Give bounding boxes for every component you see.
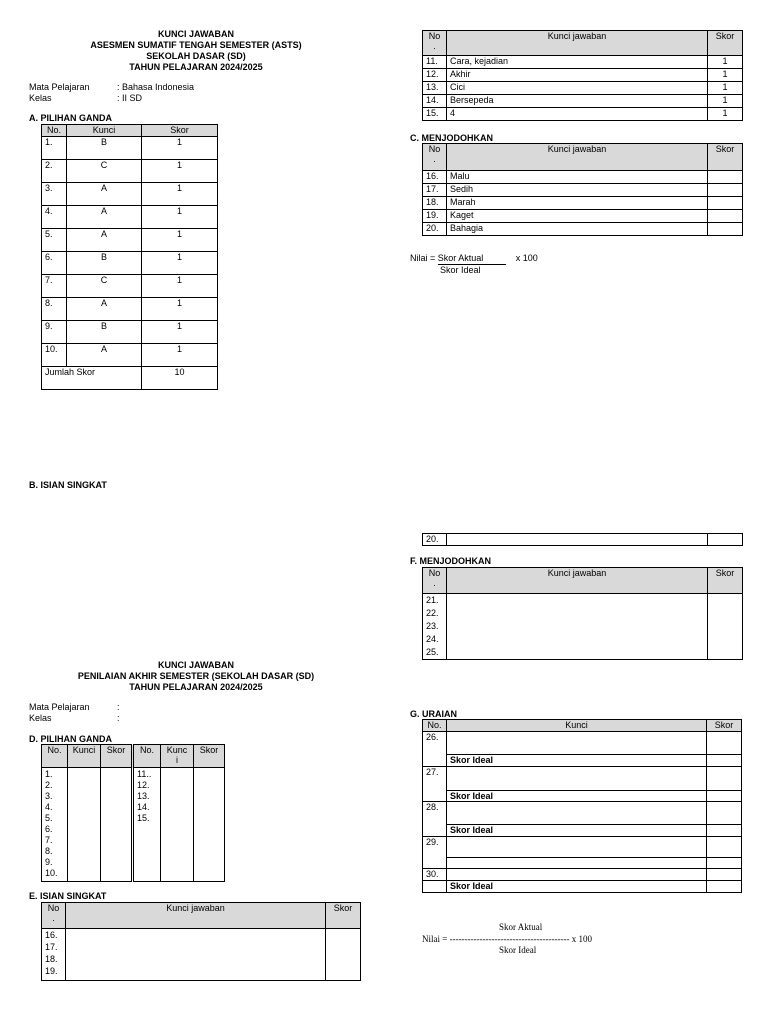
table-row [42, 274, 218, 297]
skor-ideal-label: Skor Ideal [447, 754, 707, 766]
cell-empty [423, 825, 447, 837]
col-header: Kunci [67, 125, 142, 137]
page1-title-line: SEKOLAH DASAR (SD) [146, 51, 246, 61]
cell-empty [423, 881, 447, 893]
table-pilihan-ganda-2 [41, 744, 225, 882]
cell-kunci [161, 768, 194, 882]
cell-kunci [447, 802, 707, 825]
cell-empty [423, 790, 447, 802]
cell-no: 11. [423, 56, 447, 69]
right-number-list [133, 768, 161, 882]
kelas-value: : II SD [117, 93, 143, 103]
total-value: 10 [142, 366, 218, 389]
cell-skor [708, 210, 743, 223]
cell-kunci [447, 594, 708, 660]
cell-no: 20. [423, 223, 447, 236]
cell-kunci: B [67, 136, 142, 159]
row-number: 3. [45, 791, 53, 801]
skor-ideal-row [423, 881, 742, 893]
nilai-numerator: Skor Aktual [438, 253, 506, 265]
page1-title-line: TAHUN PELAJARAN 2024/2025 [129, 62, 263, 72]
cell-skor [707, 837, 742, 858]
cell-no: 5. [42, 228, 67, 251]
cell-skor [707, 858, 742, 869]
row-number: 16. [45, 930, 58, 940]
cell-skor [707, 766, 742, 790]
nilai-prefix: Nilai = [410, 253, 438, 263]
col-header: No. [423, 720, 447, 732]
cell-skor [707, 825, 742, 837]
cell-kunci [447, 869, 707, 881]
cell-kunci: Akhir [447, 69, 708, 82]
cell-kunci: A [67, 205, 142, 228]
row-number: 12. [137, 780, 150, 790]
col-header: Kunci [68, 745, 101, 768]
cell-skor: 1 [142, 205, 218, 228]
row-number: 4. [45, 802, 53, 812]
table-row [423, 766, 742, 790]
col-header: No . [423, 31, 447, 56]
mapel-value: : Bahasa Indonesia [117, 82, 195, 92]
row-number: 5. [45, 813, 53, 823]
cell-no: 26. [423, 731, 447, 754]
cell-skor [707, 731, 742, 754]
col-header: No. [133, 745, 161, 768]
cell-kunci: C [67, 274, 142, 297]
col-header: Kunc i [161, 745, 194, 768]
nilai-denominator: Skor Ideal [440, 265, 481, 275]
row-number: 2. [45, 780, 53, 790]
table-row [423, 184, 743, 197]
cell-no: 16. [423, 171, 447, 184]
skor-ideal-label: Skor Ideal [447, 825, 707, 837]
cell-no: 20. [423, 534, 447, 546]
cell-no-list [423, 594, 447, 660]
col-header: Kunci jawaban [447, 31, 708, 56]
table-row [423, 197, 743, 210]
table-row [42, 182, 218, 205]
cell-kunci [447, 731, 707, 754]
cell-no: 30. [423, 869, 447, 881]
cell-skor [101, 768, 133, 882]
cell-skor [708, 223, 743, 236]
table-menjodohkan-2 [422, 567, 743, 660]
skor-ideal-label: Skor Ideal [447, 790, 707, 802]
table-row [42, 228, 218, 251]
kelas-value-2: : [117, 713, 120, 723]
formula-line: Nilai = ---------------------------------------- x 100 [422, 934, 592, 944]
row-number: 7. [45, 835, 53, 845]
cell-skor: 1 [142, 251, 218, 274]
table-row [423, 69, 743, 82]
row-number: 22. [426, 608, 439, 618]
col-header: Kunci jawaban [447, 568, 708, 594]
cell-no: 29. [423, 837, 447, 858]
cell-skor: 1 [708, 108, 743, 121]
cell-kunci: Cara, kejadian [447, 56, 708, 69]
cell-kunci [66, 929, 326, 981]
cell-empty [423, 754, 447, 766]
cell-kunci: A [67, 182, 142, 205]
table-pilihan-ganda [41, 124, 218, 390]
section-b-heading: B. ISIAN SINGKAT [29, 480, 107, 490]
table-isian-singkat [422, 30, 743, 121]
table-row [42, 251, 218, 274]
col-header: No. [42, 745, 68, 768]
table-body-row [42, 929, 361, 981]
table-body-row [42, 768, 225, 882]
row-number: 13. [137, 791, 150, 801]
cell-skor: 1 [708, 69, 743, 82]
cell-kunci: Marah [447, 197, 708, 210]
page1-title-line: KUNCI JAWABAN [157, 29, 234, 39]
cell-empty [423, 858, 447, 869]
cell-no: 12. [423, 69, 447, 82]
cell-skor: 1 [708, 82, 743, 95]
table-uraian [422, 719, 742, 893]
mapel-label: Mata Pelajaran [29, 82, 90, 92]
nilai-formula [410, 253, 538, 265]
col-header: Kunci jawaban [447, 144, 708, 171]
section-e-heading: E. ISIAN SINGKAT [29, 891, 107, 901]
mapel-label-2: Mata Pelajaran [29, 702, 90, 712]
cell-kunci: Sedih [447, 184, 708, 197]
cell-skor [707, 802, 742, 825]
table-row [423, 95, 743, 108]
row-number: 6. [45, 824, 53, 834]
cell-no: 19. [423, 210, 447, 223]
row-number: 14. [137, 802, 150, 812]
table-row [42, 205, 218, 228]
col-header: Skor [708, 568, 743, 594]
cell-skor [708, 197, 743, 210]
skor-ideal-row [423, 825, 742, 837]
cell-kunci [447, 858, 707, 869]
cell-kunci: B [67, 251, 142, 274]
cell-kunci: A [67, 228, 142, 251]
cell-kunci: Bersepeda [447, 95, 708, 108]
row-number: 19. [45, 966, 58, 976]
row-number: 23. [426, 621, 439, 631]
page2-title-line: TAHUN PELAJARAN 2024/2025 [129, 682, 263, 692]
cell-skor: 1 [142, 159, 218, 182]
table-isian-singkat-2 [41, 902, 361, 981]
cell-no: 9. [42, 320, 67, 343]
table-row [423, 223, 743, 236]
cell-kunci: 4 [447, 108, 708, 121]
page2-title-block [0, 660, 392, 693]
cell-no: 27. [423, 766, 447, 790]
cell-skor [707, 869, 742, 881]
cell-skor [708, 534, 743, 546]
row-number: 1. [45, 769, 53, 779]
page1-title-block [0, 29, 392, 73]
table-row [423, 731, 742, 754]
table-menjodohkan [422, 143, 743, 236]
total-label: Jumlah Skor [42, 366, 142, 389]
table-row [423, 594, 743, 660]
page1-title-line: ASESMEN SUMATIF TENGAH SEMESTER (ASTS) [90, 40, 302, 50]
col-header: Skor [708, 144, 743, 171]
cell-skor [708, 594, 743, 660]
cell-no: 7. [42, 274, 67, 297]
row-number: 25. [426, 647, 439, 657]
cell-skor [708, 184, 743, 197]
cell-skor [707, 881, 742, 893]
table-row [423, 171, 743, 184]
row-number: 18. [45, 954, 58, 964]
cell-no: 13. [423, 82, 447, 95]
skor-ideal-row [423, 790, 742, 802]
cell-no: 3. [42, 182, 67, 205]
cell-no: 10. [42, 343, 67, 366]
cell-kunci: A [67, 343, 142, 366]
col-header: Skor [707, 720, 742, 732]
total-row [42, 366, 218, 389]
table-row [423, 869, 742, 881]
cell-kunci: B [67, 320, 142, 343]
cell-no: 6. [42, 251, 67, 274]
row-number: 21. [426, 595, 439, 605]
row-number: 8. [45, 846, 53, 856]
section-c-heading: C. MENJODOHKAN [410, 133, 494, 143]
col-header: Kunci [447, 720, 707, 732]
table-row [42, 297, 218, 320]
row-number: 24. [426, 634, 439, 644]
cell-skor: 1 [708, 95, 743, 108]
cell-skor: 1 [142, 274, 218, 297]
kelas-label: Kelas [29, 93, 52, 103]
table-row [423, 802, 742, 825]
skor-ideal-label: Skor Ideal [447, 881, 707, 893]
formula-denominator: Skor Ideal [499, 945, 537, 955]
col-header: No . [42, 903, 66, 929]
cell-skor [707, 754, 742, 766]
col-header: No . [423, 144, 447, 171]
cell-skor [194, 768, 225, 882]
cell-kunci: C [67, 159, 142, 182]
cell-skor [326, 929, 361, 981]
kelas-label-2: Kelas [29, 713, 52, 723]
col-header: Skor [708, 31, 743, 56]
col-header: No. [42, 125, 67, 137]
row-number: 17. [45, 942, 58, 952]
cell-no: 4. [42, 205, 67, 228]
row-number: 10. [45, 868, 58, 878]
cell-skor: 1 [142, 343, 218, 366]
cell-no: 1. [42, 136, 67, 159]
cell-skor: 1 [142, 320, 218, 343]
mapel-value-2: : [117, 702, 120, 712]
cell-kunci [447, 837, 707, 858]
table-row [42, 320, 218, 343]
cell-skor [708, 171, 743, 184]
blank-row [423, 858, 742, 869]
table-row [42, 343, 218, 366]
table-row [423, 108, 743, 121]
left-number-list [42, 768, 68, 882]
skor-ideal-row [423, 754, 742, 766]
table-row [42, 136, 218, 159]
row-number: 15. [137, 813, 150, 823]
table-row [423, 837, 742, 858]
cell-no: 28. [423, 802, 447, 825]
cell-kunci: A [67, 297, 142, 320]
col-header: Skor [101, 745, 133, 768]
row-number: 11.. [137, 769, 152, 779]
col-header: Skor [326, 903, 361, 929]
cell-skor: 1 [142, 182, 218, 205]
cell-no: 8. [42, 297, 67, 320]
cell-no: 18. [423, 197, 447, 210]
section-a-heading: A. PILIHAN GANDA [29, 113, 112, 123]
cell-kunci: Malu [447, 171, 708, 184]
cell-skor: 1 [142, 297, 218, 320]
cell-no: 14. [423, 95, 447, 108]
cell-kunci [68, 768, 101, 882]
cell-skor: 1 [708, 56, 743, 69]
table-row [423, 534, 743, 546]
col-header: Skor [142, 125, 218, 137]
section-f-heading: F. MENJODOHKAN [410, 556, 492, 566]
table-row [423, 82, 743, 95]
section-g-heading: G. URAIAN [410, 709, 457, 719]
cell-kunci [447, 534, 708, 546]
cell-no: 17. [423, 184, 447, 197]
section-d-heading: D. PILIHAN GANDA [29, 734, 112, 744]
col-header: Kunci jawaban [66, 903, 326, 929]
col-header: Skor [194, 745, 225, 768]
page2-title-line: PENILAIAN AKHIR SEMESTER (SEKOLAH DASAR (SD) [77, 671, 315, 681]
cell-kunci: Cici [447, 82, 708, 95]
cell-kunci: Bahagia [447, 223, 708, 236]
cell-kunci [447, 766, 707, 790]
nilai-multiplier: x 100 [515, 253, 538, 263]
cell-skor: 1 [142, 136, 218, 159]
cell-skor: 1 [142, 228, 218, 251]
number-list [42, 929, 66, 981]
cell-kunci: Kaget [447, 210, 708, 223]
table-row [423, 210, 743, 223]
formula-numerator: Skor Aktual [499, 922, 543, 932]
page2-title-line: KUNCI JAWABAN [157, 660, 234, 670]
cell-skor [707, 790, 742, 802]
row-number: 9. [45, 857, 53, 867]
table-row [423, 56, 743, 69]
table-row [42, 159, 218, 182]
table-isian-singkat-continued [422, 533, 743, 546]
col-header: No . [423, 568, 447, 594]
cell-no: 15. [423, 108, 447, 121]
cell-no: 2. [42, 159, 67, 182]
